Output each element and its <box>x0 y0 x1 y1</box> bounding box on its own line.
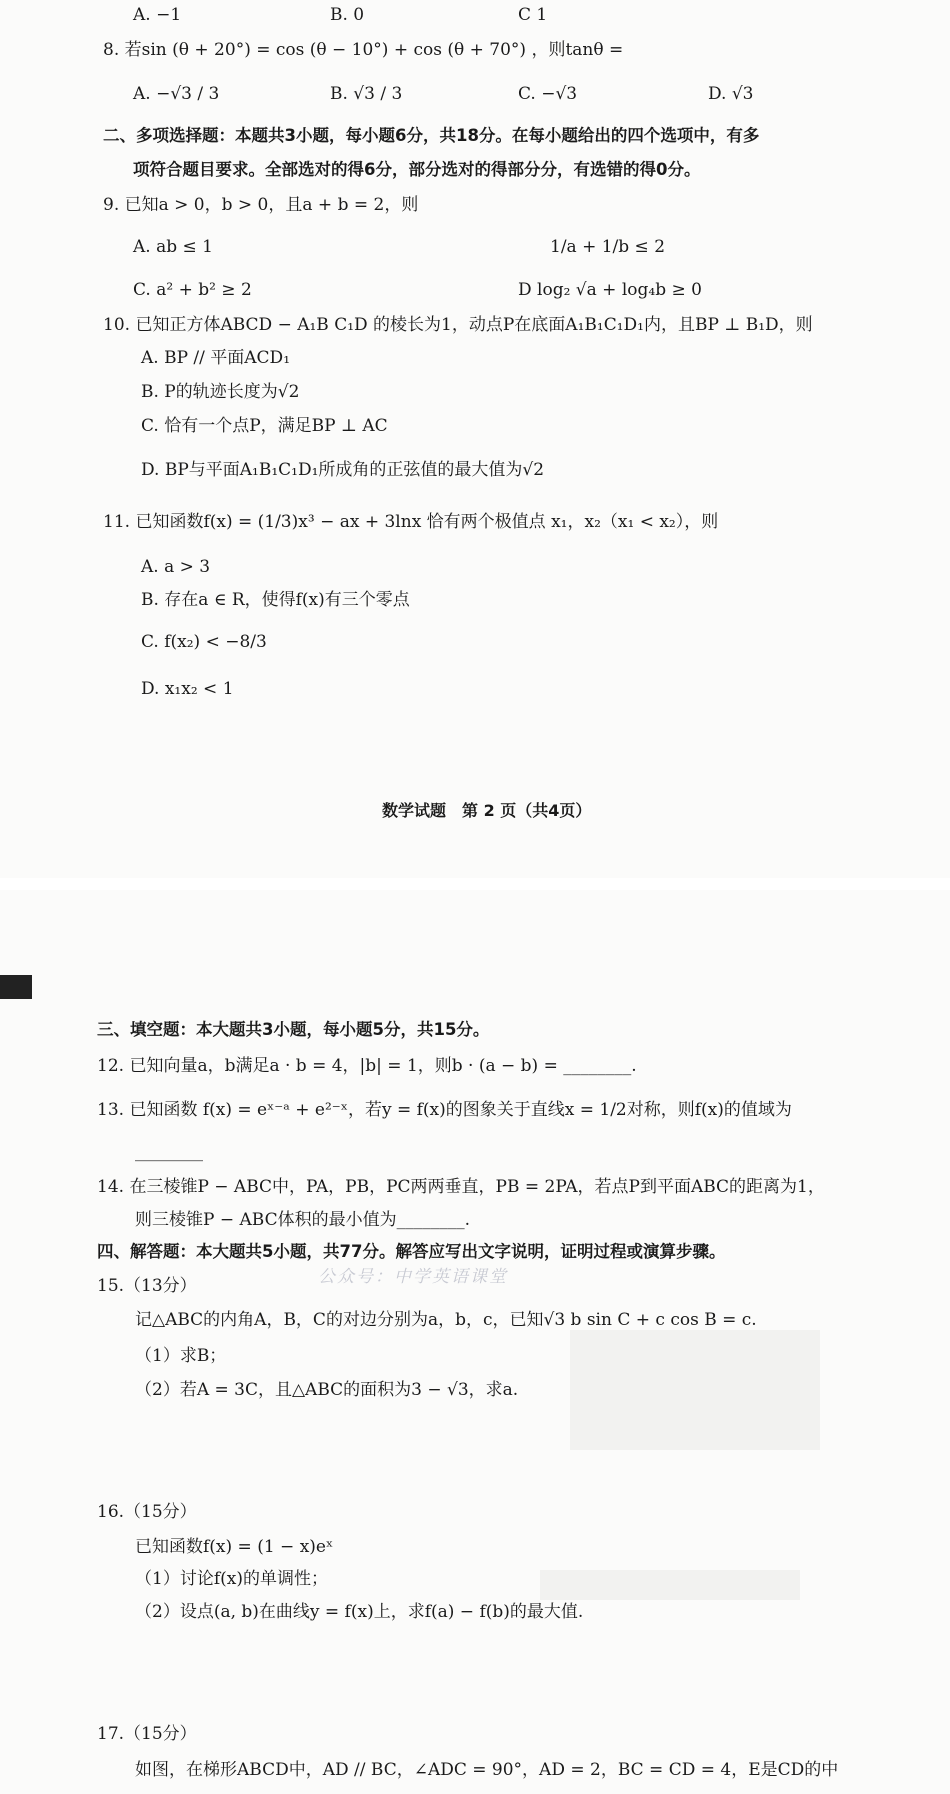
q9-option-c: C. a² + b² ≥ 2 <box>133 280 252 300</box>
q16-heading: 16.（15分） <box>97 1502 197 1522</box>
section-2-title: 二、多项选择题：本题共3小题，每小题6分，共18分。在每小题给出的四个选项中，有多 <box>103 126 760 145</box>
q15-part2: （2）若A = 3C，且△ABC的面积为3 − √3，求a. <box>135 1380 519 1400</box>
q16-part2: （2）设点(a, b)在曲线y = f(x)上，求f(a) − f(b)的最大值. <box>135 1602 584 1622</box>
q8-option-b: B. √3 / 3 <box>330 84 403 104</box>
scan-smudge <box>570 1330 820 1450</box>
section-2-rule: 项符合题目要求。全部选对的得6分，部分选对的得部分分，有选错的得0分。 <box>133 160 701 179</box>
q9-stem: 9. 已知a > 0，b > 0，且a + b = 2，则 <box>103 195 419 215</box>
q10-stem: 10. 已知正方体ABCD − A₁B C₁D 的棱长为1，动点P在底面A₁B₁C₁D₁内，且BP ⊥ B₁D，则 <box>103 315 813 335</box>
q11-option-b: B. 存在a ∈ R，使得f(x)有三个零点 <box>141 590 410 610</box>
q17-stem: 如图，在梯形ABCD中，AD // BC，∠ADC = 90°，AD = 2，BC = CD = 4，E是CD的中 <box>135 1760 839 1780</box>
q17-heading: 17.（15分） <box>97 1724 197 1744</box>
q11-stem: 11. 已知函数f(x) = (1/3)x³ − ax + 3lnx 恰有两个极值点 x₁，x₂（x₁ < x₂），则 <box>103 512 719 532</box>
q9-option-a: A. ab ≤ 1 <box>133 237 213 257</box>
q11-option-d: D. x₁x₂ < 1 <box>141 679 234 699</box>
q9-option-d: D log₂ √a + log₄b ≥ 0 <box>518 280 702 300</box>
q14-stem-cont: 则三棱锥P − ABC体积的最小值为________. <box>135 1210 470 1230</box>
section-4-title: 四、解答题：本大题共5小题，共77分。解答应写出文字说明，证明过程或演算步骤。 <box>97 1242 726 1261</box>
q11-option-c: C. f(x₂) < −8/3 <box>141 632 267 652</box>
scan-black-mark <box>0 975 32 999</box>
q7-option-c: C 1 <box>518 5 548 25</box>
q8-option-c: C. −√3 <box>518 84 578 104</box>
q7-option-a: A. −1 <box>133 5 182 25</box>
q12-stem: 12. 已知向量a，b满足a · b = 4，|b| = 1，则b · (a − b) = ________. <box>97 1056 637 1076</box>
section-3-title: 三、填空题：本大题共3小题，每小题5分，共15分。 <box>97 1020 490 1039</box>
scan-smudge <box>540 1570 800 1600</box>
q8-option-d: D. √3 <box>708 84 754 104</box>
page-gap <box>0 878 950 890</box>
q8-stem: 8. 若sin (θ + 20°) = cos (θ − 10°) + cos (θ + 70°) ，则tanθ = <box>103 40 624 60</box>
q16-part1: （1）讨论f(x)的单调性； <box>135 1569 328 1589</box>
q14-stem: 14. 在三棱锥P − ABC中，PA，PB，PC两两垂直，PB = 2PA，若点P到平面ABC的距离为1， <box>97 1177 825 1197</box>
q7-option-b: B. 0 <box>330 5 365 25</box>
q8-option-a: A. −√3 / 3 <box>133 84 220 104</box>
q15-stem: 记△ABC的内角A，B，C的对边分别为a，b，c，已知√3 b sin C + c cos B = c. <box>135 1310 757 1330</box>
watermark: 公众号：中学英语课堂 <box>318 1267 508 1287</box>
q11-option-a: A. a > 3 <box>141 557 211 577</box>
q10-option-d: D. BP与平面A₁B₁C₁D₁所成角的正弦值的最大值为√2 <box>141 460 545 480</box>
q13-answer-blank: ________ <box>135 1142 203 1162</box>
page-footer: 数学试题 第 2 页（共4页） <box>382 801 592 820</box>
q13-stem: 13. 已知函数 f(x) = eˣ⁻ᵃ + e²⁻ˣ，若y = f(x)的图象关于直线x = 1/2对称，则f(x)的值域为 <box>97 1100 792 1120</box>
q15-heading: 15.（13分） <box>97 1276 197 1296</box>
q16-stem: 已知函数f(x) = (1 − x)eˣ <box>135 1537 334 1557</box>
q10-option-c: C. 恰有一个点P，满足BP ⊥ AC <box>141 416 388 436</box>
q10-option-a: A. BP // 平面ACD₁ <box>141 348 291 368</box>
q15-part1: （1）求B； <box>135 1346 227 1366</box>
q10-option-b: B. P的轨迹长度为√2 <box>141 382 300 402</box>
q9-option-b: 1/a + 1/b ≤ 2 <box>550 237 666 257</box>
